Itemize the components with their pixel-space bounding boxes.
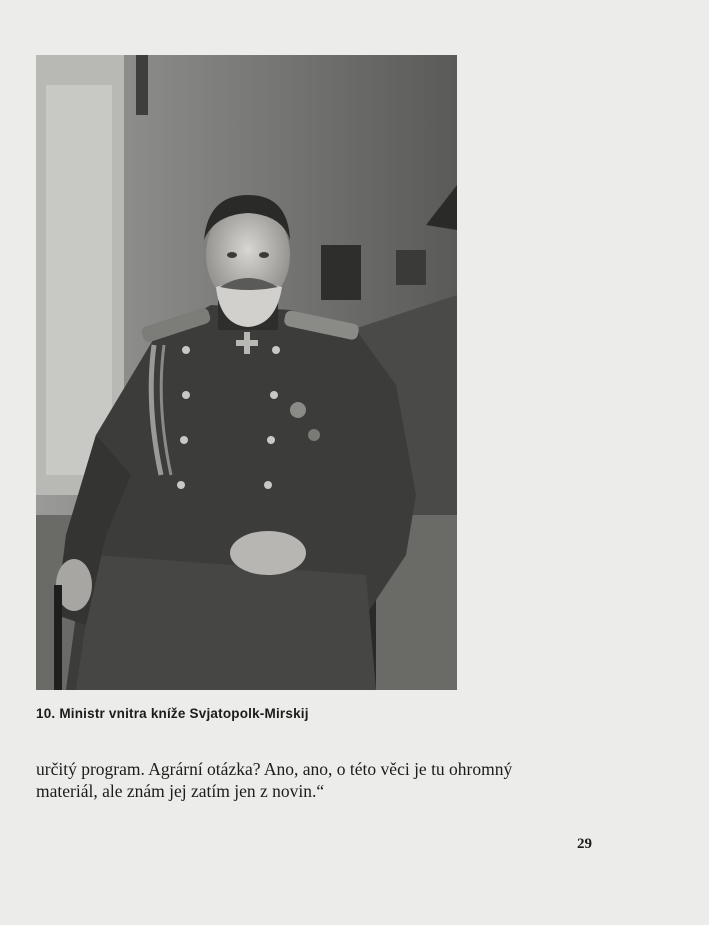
body-text <box>36 758 596 802</box>
body-line-1: určitý program. Agrární otázka? Ano, ano, o této věci je tu ohromný <box>36 759 513 779</box>
portrait-photograph <box>36 55 457 690</box>
body-line-2: materiál, ale znám jej zatím jen z novin.“ <box>36 781 325 801</box>
photo-caption: 10. Ministr vnitra kníže Svjatopolk-Mirskij <box>36 706 309 721</box>
page-number: 29 <box>577 836 592 852</box>
